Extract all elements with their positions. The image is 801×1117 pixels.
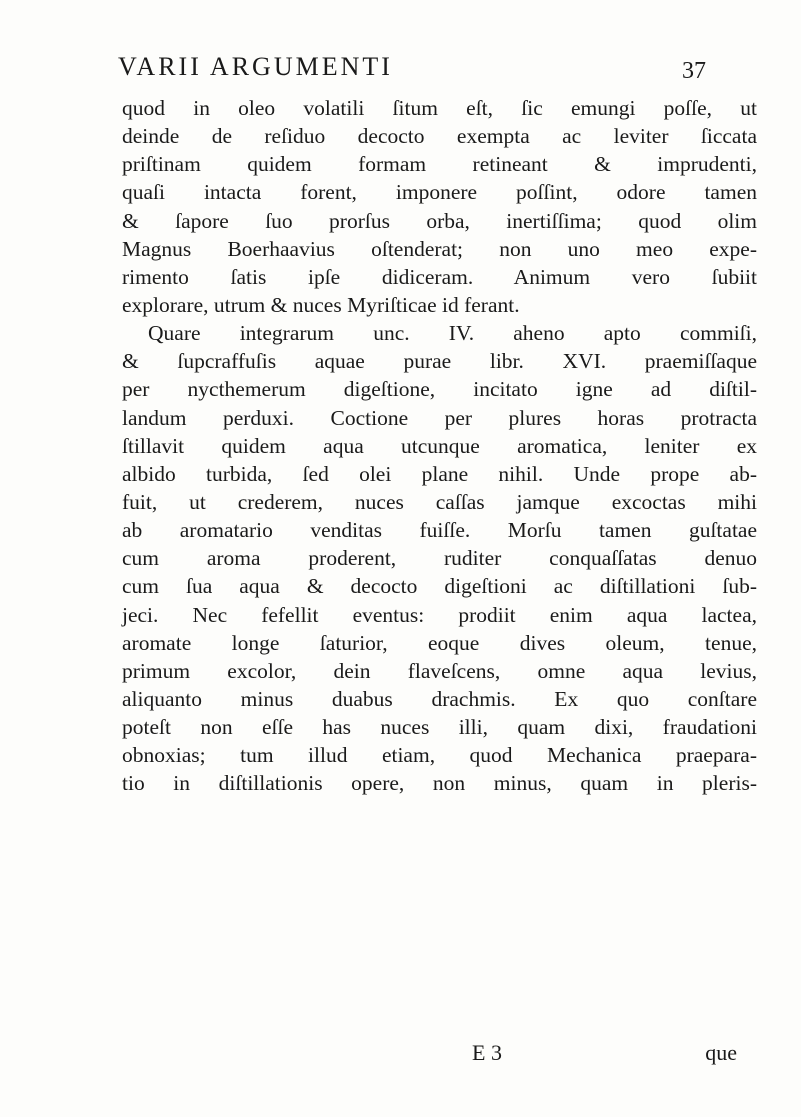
text-line: fuit, ut crederem, nuces caſſas jamque excoctas mihi: [122, 489, 757, 514]
text-line: aromate longe ſaturior, eoque dives oleum, tenue,: [122, 630, 757, 655]
text-line: poteſt non eſſe has nuces illi, quam dixi, fraudationi: [122, 715, 757, 740]
text-line: jeci. Nec fefellit eventus: prodiit enim aqua lactea,: [122, 602, 757, 627]
text-line: ab aromatario venditas fuiſſe. Morſu tamen guſtatae: [122, 518, 757, 543]
text-line: & ſapore ſuo prorſus orba, inertiſſima; quod olim: [122, 208, 757, 233]
text-line: & ſupcraffuſis aquae purae libr. XVI. praemiſſaque: [122, 349, 757, 374]
catchword: que: [705, 1040, 737, 1065]
text-line: ſtillavit quidem aqua utcunque aromatica, leniter ex: [122, 433, 757, 458]
text-line: primum excolor, dein flaveſcens, omne aqua levius,: [122, 658, 757, 683]
text-line: obnoxias; tum illud etiam, quod Mechanica praepara-: [122, 743, 757, 768]
text-line: cum ſua aqua & decocto digeſtioni ac diſtillationi ſub-: [122, 574, 757, 599]
text-line: landum perduxi. Coctione per plures horas protracta: [122, 405, 757, 430]
text-line: cum aroma proderent, ruditer conquaſſatas denuo: [122, 546, 757, 571]
text-line: deinde de reſiduo decocto exempta ac leviter ſiccata: [122, 124, 757, 149]
text-line: explorare, utrum & nuces Myriſticae id ferant.: [122, 292, 520, 317]
page-footer: [122, 1040, 757, 1070]
text-line: Magnus Boerhaavius oſtenderat; non uno meo expe-: [122, 236, 757, 261]
text-line: per nycthemerum digeſtione, incitato igne ad diſtil-: [122, 377, 757, 402]
text-line: Quare integrarum unc. IV. aheno apto commiſi,: [148, 321, 757, 346]
text-line: albido turbida, ſed olei plane nihil. Unde prope ab-: [122, 461, 757, 486]
text-line: rimento ſatis ipſe didiceram. Animum vero ſubiit: [122, 264, 757, 289]
text-line: quaſi intacta forent, imponere poſſint, odore tamen: [122, 180, 757, 205]
running-title: VARII ARGUMENTI: [118, 52, 393, 81]
text-line: priſtinam quidem formam retineant & imprudenti,: [122, 152, 757, 177]
text-line: tio in diſtillationis opere, non minus, quam in pleris-: [122, 771, 757, 796]
text-line: aliquanto minus duabus drachmis. Ex quo conſtare: [122, 686, 757, 711]
running-head: [118, 52, 706, 86]
body-text: [122, 94, 757, 798]
text-line: quod in oleo volatili ſitum eſt, ſic emungi poſſe, ut: [122, 96, 757, 120]
signature-mark: E 3: [472, 1040, 502, 1065]
page-number: 37: [682, 58, 706, 84]
